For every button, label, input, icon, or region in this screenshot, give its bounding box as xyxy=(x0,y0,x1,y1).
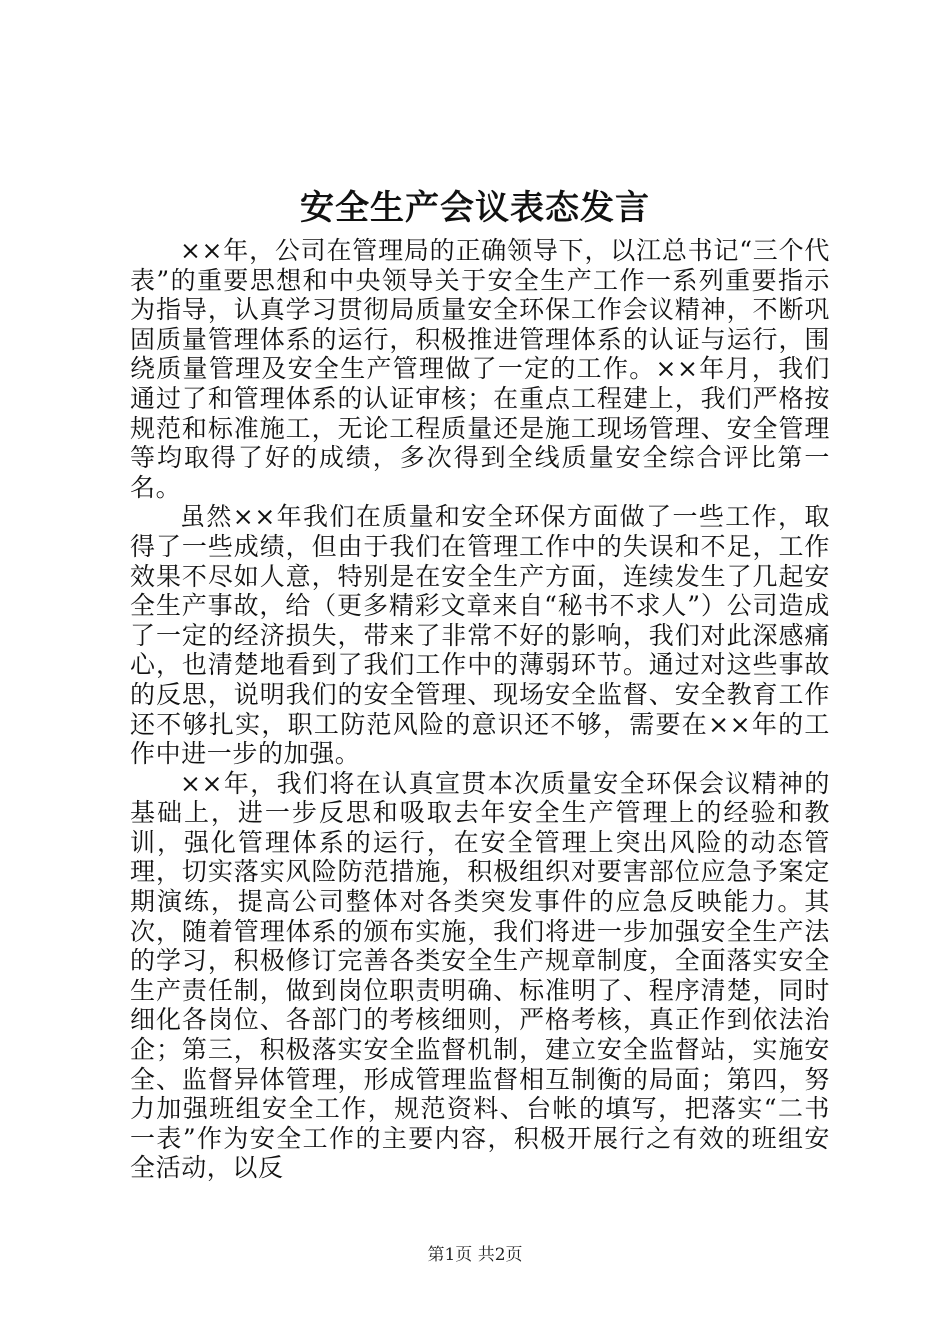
document-body xyxy=(130,236,830,1183)
page-number-footer: 第1页 共2页 xyxy=(427,1245,523,1265)
paragraph-2: 虽然××年我们在质量和安全环保方面做了一些工作，取得了一些成绩，但由于我们在管理工作中的失误和不足，工作效果不尽如人意，特别是在安全生产方面，连续发生了几起安全生产事故，给（更多精彩文章来自“秘书不求人”）公司造成了一定的经济损失，带来了非常不好的影响，我们对此深感痛心，也清楚地看到了我们工作中的薄弱环节。通过对这些事故的反思，说明我们的安全管理、现场安全监督、安全教育工作还不够扎实，职工防范风险的意识还不够，需要在××年的工作中进一步的加强。 xyxy=(130,502,830,769)
paragraph-1: ××年，公司在管理局的正确领导下，以江总书记“三个代表”的重要思想和中央领导关于安全生产工作一系列重要指示为指导，认真学习贯彻局质量安全环保工作会议精神，不断巩固质量管理体系的运行，积极推进管理体系的认证与运行，围绕质量管理及安全生产管理做了一定的工作。××年月，我们通过了和管理体系的认证审核；在重点工程建上，我们严格按规范和标准施工，无论工程质量还是施工现场管理、安全管理等均取得了好的成绩，多次得到全线质量安全综合评比第一名。 xyxy=(130,236,830,502)
document-title: 安全生产会议表态发言 xyxy=(300,188,650,228)
paragraph-3: ××年，我们将在认真宣贯本次质量安全环保会议精神的基础上，进一步反思和吸取去年安全生产管理上的经验和教训，强化管理体系的运行，在安全管理上突出风险的动态管理，切实落实风险防范措施，积极组织对要害部位应急予案定期演练，提高公司整体对各类突发事件的应急反映能力。其次，随着管理体系的颁布实施，我们将进一步加强安全生产法的学习，积极修订完善各类安全生产规章制度，全面落实安全生产责任制，做到岗位职责明确、标准明了、程序清楚，同时细化各岗位、各部门的考核细则，严格考核，真正作到依法治企；第三，积极落实安全监督机制，建立安全监督站，实施安全、监督异体管理，形成管理监督相互制衡的局面；第四，努力加强班组安全工作，规范资料、台帐的填写，把落实“二书一表”作为安全工作的主要内容，积极开展行之有效的班组安全活动，以反 xyxy=(130,768,830,1183)
